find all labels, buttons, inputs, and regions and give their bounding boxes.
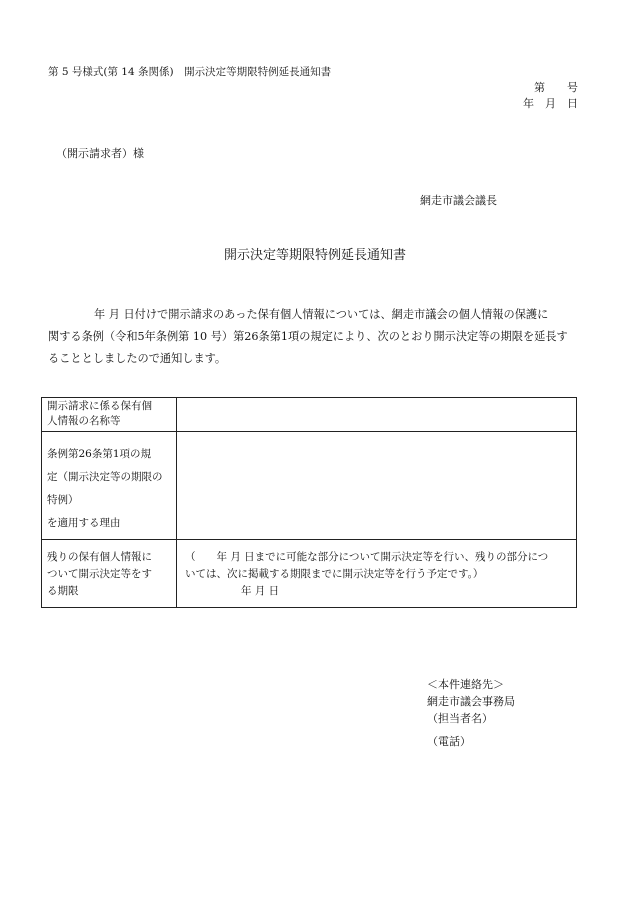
contact-person: （担当者名）: [427, 712, 493, 725]
table-row-reason: [42, 432, 577, 540]
main-title: 開示決定等期限特例延長通知書: [223, 248, 406, 263]
value-line: いては、次に掲載する期限までに開示決定等を行う予定です。）: [185, 568, 484, 580]
label-line: 人情報の名称等: [47, 415, 121, 427]
label-line: 定（開示決定等の期限の: [47, 471, 163, 483]
table-label: [42, 540, 177, 608]
label-line: 開示請求に係る保有個: [47, 400, 152, 412]
label-line: を適用する理由: [47, 517, 121, 529]
body-paragraph: [48, 304, 582, 370]
table-label: [42, 398, 177, 432]
label-line: 残りの保有個人情報に: [47, 551, 152, 563]
deadline-date: 年 月 日: [241, 585, 280, 597]
table-row-deadline: [42, 540, 577, 608]
info-table: [41, 397, 577, 608]
contact-office: 網走市議会事務局: [427, 695, 515, 708]
table-value-cell: [177, 540, 577, 608]
sender: 網走市議会議長: [420, 194, 497, 207]
label-line: 条例第26条第1項の規: [47, 448, 152, 460]
label-line: 特例）: [47, 494, 79, 506]
label-line: る期限: [47, 585, 79, 597]
value-line: （ 年 月 日までに可能な部分について開示決定等を行い、残りの部分につ: [185, 551, 549, 563]
contact-heading: ＜本件連絡先＞: [427, 678, 504, 691]
body-line: ることとしましたので通知します。: [48, 352, 227, 365]
table-row-information-name: [42, 398, 577, 432]
label-line: ついて開示決定等をす: [47, 568, 152, 580]
table-value-cell: [177, 398, 577, 432]
document-number: 第 号: [534, 81, 578, 94]
recipient: （開示請求者）様: [56, 147, 144, 160]
table-label: [42, 432, 177, 540]
table-value-cell: [177, 432, 577, 540]
document-date: 年 月 日: [523, 97, 578, 110]
body-line: 年 月 日付けで開示請求のあった保有個人情報については、網走市議会の個人情報の保護に: [94, 308, 549, 321]
body-line: 関する条例（令和5年条例第 10 号）第26条第1項の規定により、次のとおり開示決定等の期限を延長す: [48, 330, 568, 343]
contact-block: [427, 676, 515, 750]
contact-phone: （電話）: [427, 735, 471, 748]
form-title: 第 5 号様式(第 14 条関係) 開示決定等期限特例延長通知書: [48, 66, 332, 78]
